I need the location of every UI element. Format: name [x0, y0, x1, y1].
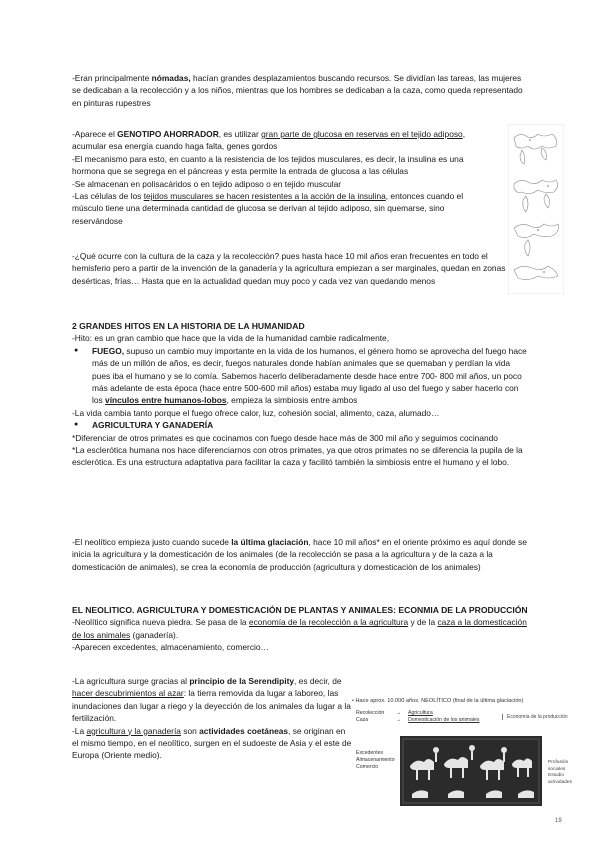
figure-title: • Hace aprox. 10.000 años. NEOLÍTICO (final de la última glaciación)	[352, 698, 524, 704]
text-run: , es utilizar	[218, 129, 262, 139]
text-run: caza a la domesticación de los animales	[72, 617, 527, 640]
paragraph-text	[72, 153, 492, 178]
term-profusion: Profusión sociales	[548, 760, 569, 772]
text-run: -Se almacenan en polisacáridos o en tejido adiposo o en tejido muscular	[72, 178, 342, 189]
paragraph-text	[72, 536, 528, 573]
text-run: -El mecanismo para esto, en cuanto a la resistencia de los tejidos musculares, es decir, la insulina es una hormona que se segrega en el páncreas y esta permite la entrada de glucosa a las células	[72, 153, 464, 177]
text-run: AGRICULTURA Y GANADERÍA	[92, 420, 214, 431]
paragraph-text	[72, 72, 528, 109]
figure-lower-right	[548, 760, 582, 786]
text-run: , empieza la simbiosis entre ambos	[226, 395, 358, 406]
text-run: actividades coetáneas	[199, 725, 289, 736]
paragraph-nomadas	[72, 72, 528, 109]
figure-lower-left	[356, 750, 395, 771]
term-domesticacion: Domesticación de los animales	[408, 717, 480, 723]
text-run: hacer descubrimientos al azar	[72, 688, 184, 699]
paragraph-text	[72, 616, 528, 641]
page-number: 19	[555, 818, 562, 824]
text-run: , entonces cuando el músculo tiene una determinada cantidad de glucosa se derivan al tejido adiposo, sin quemarse, sino reservándose	[72, 191, 464, 226]
paragraph-cultura	[72, 250, 512, 287]
text-run: agricultura y la ganadería	[86, 725, 181, 736]
paragraph-neolitico	[72, 536, 528, 573]
serendipity-section	[72, 675, 352, 762]
text-run: supuso un cambio muy importante en la vida de los humanos, el género homo se aprovecha del fuego hace más de un millón de años, es decir, fuegos naturales donde habían animales que se quemaban y perdían la vida pues iba el humano y se lo comía. Sabemos hacerlo deliberadamente desde hace entre 700- 800 mil años, un poco más adelante de esta época (hace entre 500-600 mil años) estaba muy ligado al uso del fuego y saber hacerlo con los	[92, 345, 527, 406]
text-run: principio de la Serendipity	[189, 676, 295, 686]
text-run: gran parte de glucosa en reservas en el tejido adiposo	[261, 129, 463, 139]
text-run: -La	[72, 725, 87, 736]
text-run: -Neolítico significa nueva piedra. Se pasa de la	[72, 617, 249, 628]
text-run: 2 GRANDES HITOS EN LA HISTORIA DE LA HUMANIDAD	[72, 321, 305, 331]
text-run: , acumular esa energía cuando haga falta, genes gordos	[72, 129, 466, 152]
bullet-fuego	[72, 345, 528, 407]
figure-left-terms	[356, 710, 384, 724]
term-estudio: Estudio actividades	[548, 773, 572, 785]
bullet-agricultura	[72, 419, 528, 431]
text-run: -¿Qué ocurre con la cultura de la caza y la recolección? pues hasta hace 10 mil años eran frecuentes en todo el hemisferio pero a partir de la invención de la ganadería y la agricultura empiezan a ser marginales, quedan en zonas desérticas, frías… Hasta que en la actualidad quedan muy poco y cada vez van quedando menos	[72, 251, 506, 286]
world-map-image	[508, 124, 564, 294]
term-recoleccion: Recolección	[356, 710, 385, 716]
text-run: hacían grandes desplazamientos buscando recursos. Se dividían las tareas, las mujeres se dedicaban a la recolección y a los niños, mientras que los hombres se dedicaban a la caza, como queda representado en pinturas rupestres	[72, 73, 523, 108]
paragraph-text	[72, 444, 528, 469]
text-run: : la tierra removida da lugar a laboreo, las inundaciones dan lugar a riego y la deyección de los animales da lugar a la fertilización.	[72, 688, 351, 724]
text-run: vínculos entre humanos-lobos	[105, 395, 227, 406]
hitos-section	[72, 320, 528, 469]
paragraph-text	[72, 332, 528, 344]
text-run: -Eran principalmente	[72, 73, 152, 83]
paragraph-text	[72, 190, 492, 227]
neolitico-figure	[352, 698, 582, 808]
paragraph-text	[72, 675, 352, 725]
section-heading-neolitico	[72, 604, 528, 616]
text-run: (ganadería).	[130, 629, 179, 640]
text-run: -Aparecen excedentes, almacenamiento, comercio…	[72, 642, 269, 653]
text-run: economía de la recolección a la agricultura	[248, 617, 409, 628]
text-run: -La agricultura surge gracias al	[72, 676, 190, 686]
neolitico-section	[72, 604, 528, 654]
text-run: , es decir, de	[294, 676, 342, 686]
paragraph-text	[72, 178, 492, 190]
text-run: nómadas,	[151, 73, 191, 83]
text-run: la última glaciación	[231, 537, 309, 547]
text-run: EL NEOLITICO. AGRICULTURA Y DOMESTICACIÓN DE PLANTAS Y ANIMALES: ECONMIA DE LA PRODUCCIÓN	[72, 605, 528, 615]
text-run: , se originan en el mismo tiempo, en el neolítico, surgen en el sudoeste de Asia y el este de Europa (Oriente medio).	[72, 725, 352, 761]
text-run: -El neolítico empieza justo cuando sucede	[72, 537, 232, 547]
text-run: *Diferenciar de otros primates es que cocinamos con fuego desde hace más de 300 mil año y seguimos cocinando	[72, 432, 498, 443]
term-agricultura: Agricultura	[408, 710, 433, 716]
text-run: -Aparece el	[72, 129, 118, 139]
paragraph-text	[72, 407, 528, 419]
section-heading-hitos	[72, 320, 528, 332]
cave-painting-image	[400, 736, 542, 806]
text-run: GENOTIPO AHORRADOR	[117, 129, 219, 139]
figure-right-note: Economía de la producción	[502, 714, 568, 720]
term-comercio: Comercio	[356, 764, 379, 770]
term-caza: Caza	[356, 717, 369, 723]
paragraph-text	[72, 641, 528, 653]
term-almacenamiento: Almacenamiento	[356, 757, 395, 763]
text-run: -Hito: es un gran cambio que hace que la vida de la humanidad cambie radicalmente,	[72, 333, 390, 344]
genotipo-section	[72, 128, 492, 227]
figure-right-terms	[408, 710, 480, 724]
text-run: -La vida cambia tanto porque el fuego ofrece calor, luz, cohesión social, alimento, caza, alumado…	[72, 407, 440, 418]
paragraph-text	[72, 725, 352, 762]
text-run: *La esclerótica humana nos hace diferenciarnos con otros primates, ya que otros primates no se diferencia la pupila de la esclerótica. Es una estructura adaptativa para facilitar la caza y facilitó también la simbiosis entre el humano y el lobo.	[72, 445, 523, 468]
text-run: -Las células de los	[72, 191, 144, 202]
text-run: y de la	[408, 617, 438, 628]
text-run: tejidos musculares se hacen resistentes a la acción de la insulina	[143, 191, 386, 202]
paragraph-text	[72, 432, 528, 444]
text-run: FUEGO,	[92, 345, 125, 356]
figure-arrows	[396, 710, 401, 724]
term-excedentes: Excedentes	[356, 750, 384, 756]
arrow-icon: →	[396, 717, 402, 723]
text-run: , hace 10 mil años* en el oriente próximo es aquí donde se inicia la agricultura y la domesticación de los animales (de la recolección se pasa a la agricultura y de la caza a la domesticación de animales), se crea la economía de producción (agricultura y domesticación de los animales)	[72, 537, 527, 572]
paragraph-text	[72, 250, 512, 287]
text-run: son	[180, 725, 200, 736]
paragraph-text	[72, 128, 492, 153]
arrow-icon: →	[396, 710, 402, 716]
